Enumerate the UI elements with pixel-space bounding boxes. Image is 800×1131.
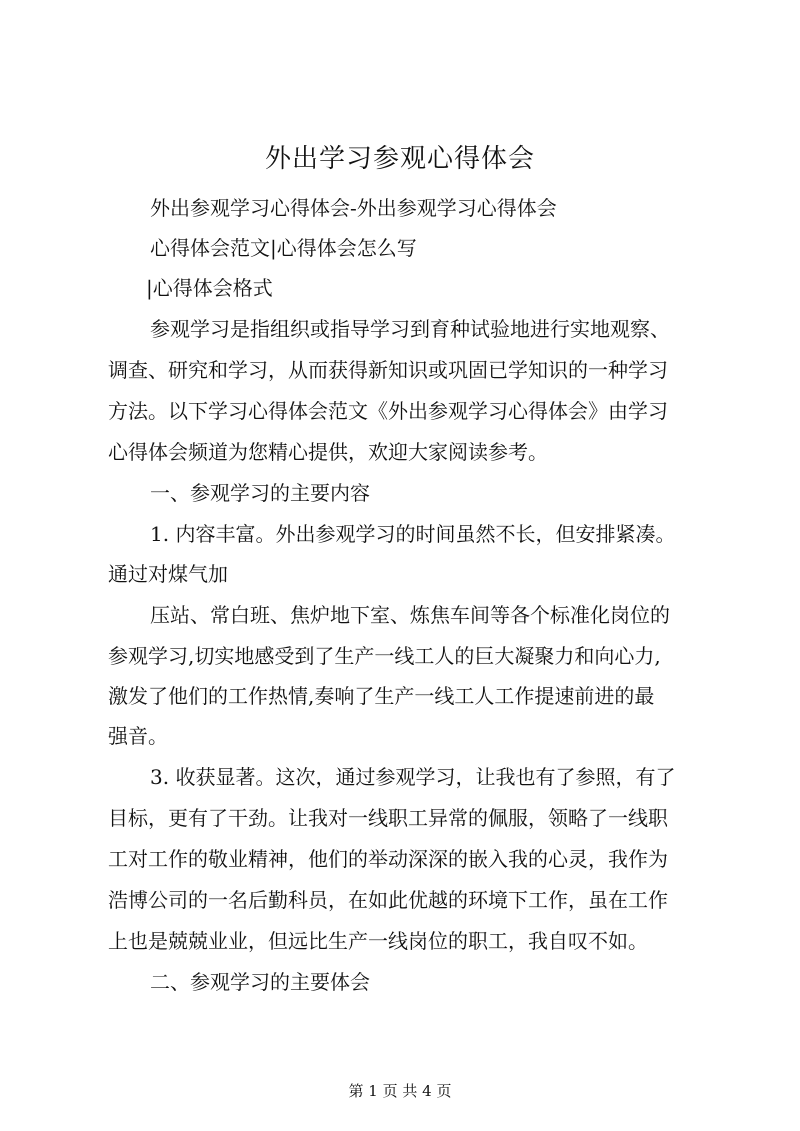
body-line: 参观学习,切实地感受到了生产一线工人的巨大凝聚力和向心力, <box>108 644 661 668</box>
body-line: 外出参观学习心得体会-外出参观学习心得体会 <box>150 196 557 220</box>
body-line: 激发了他们的工作热情,奏响了生产一线工人工作提速前进的最 <box>108 684 655 708</box>
body-line: 浩博公司的一名后勤科员，在如此优越的环境下工作，虽在工作 <box>108 888 668 912</box>
page-footer: 第 1 页 共 4 页 <box>348 1082 452 1100</box>
body-line: 目标，更有了干劲。让我对一线职工异常的佩服，领略了一线职 <box>108 806 668 830</box>
body-line: 方法。以下学习心得体会范文《外出参观学习心得体会》由学习 <box>108 399 668 423</box>
document-title: 外出学习参观心得体会 <box>264 144 535 174</box>
body-line: 通过对煤气加 <box>108 562 228 586</box>
body-line: |心得体会格式 <box>146 276 273 300</box>
body-line: 3. 收获显著。这次，通过参观学习，让我也有了参照，有了 <box>150 765 676 789</box>
body-line: 心得体会频道为您精心提供，欢迎大家阅读参考。 <box>108 440 548 464</box>
body-line: 上也是兢兢业业，但远比生产一线岗位的职工，我自叹不如。 <box>108 929 648 953</box>
body-line: 工对工作的敬业精神，他们的举动深深的嵌入我的心灵，我作为 <box>108 847 668 871</box>
body-line: 强音。 <box>108 724 168 748</box>
body-line: 参观学习是指组织或指导学习到育种试验地进行实地观察、 <box>150 317 670 341</box>
section-heading: 一、参观学习的主要内容 <box>150 481 370 505</box>
body-line: 1. 内容丰富。外出参观学习的时间虽然不长，但安排紧凑。 <box>150 522 676 546</box>
body-line: 调查、研究和学习，从而获得新知识或巩固已学知识的一种学习 <box>108 358 668 382</box>
section-heading: 二、参观学习的主要体会 <box>150 970 370 994</box>
body-line: 心得体会范文|心得体会怎么写 <box>150 236 417 260</box>
body-line: 压站、常白班、焦炉地下室、炼焦车间等各个标准化岗位的 <box>150 603 670 627</box>
